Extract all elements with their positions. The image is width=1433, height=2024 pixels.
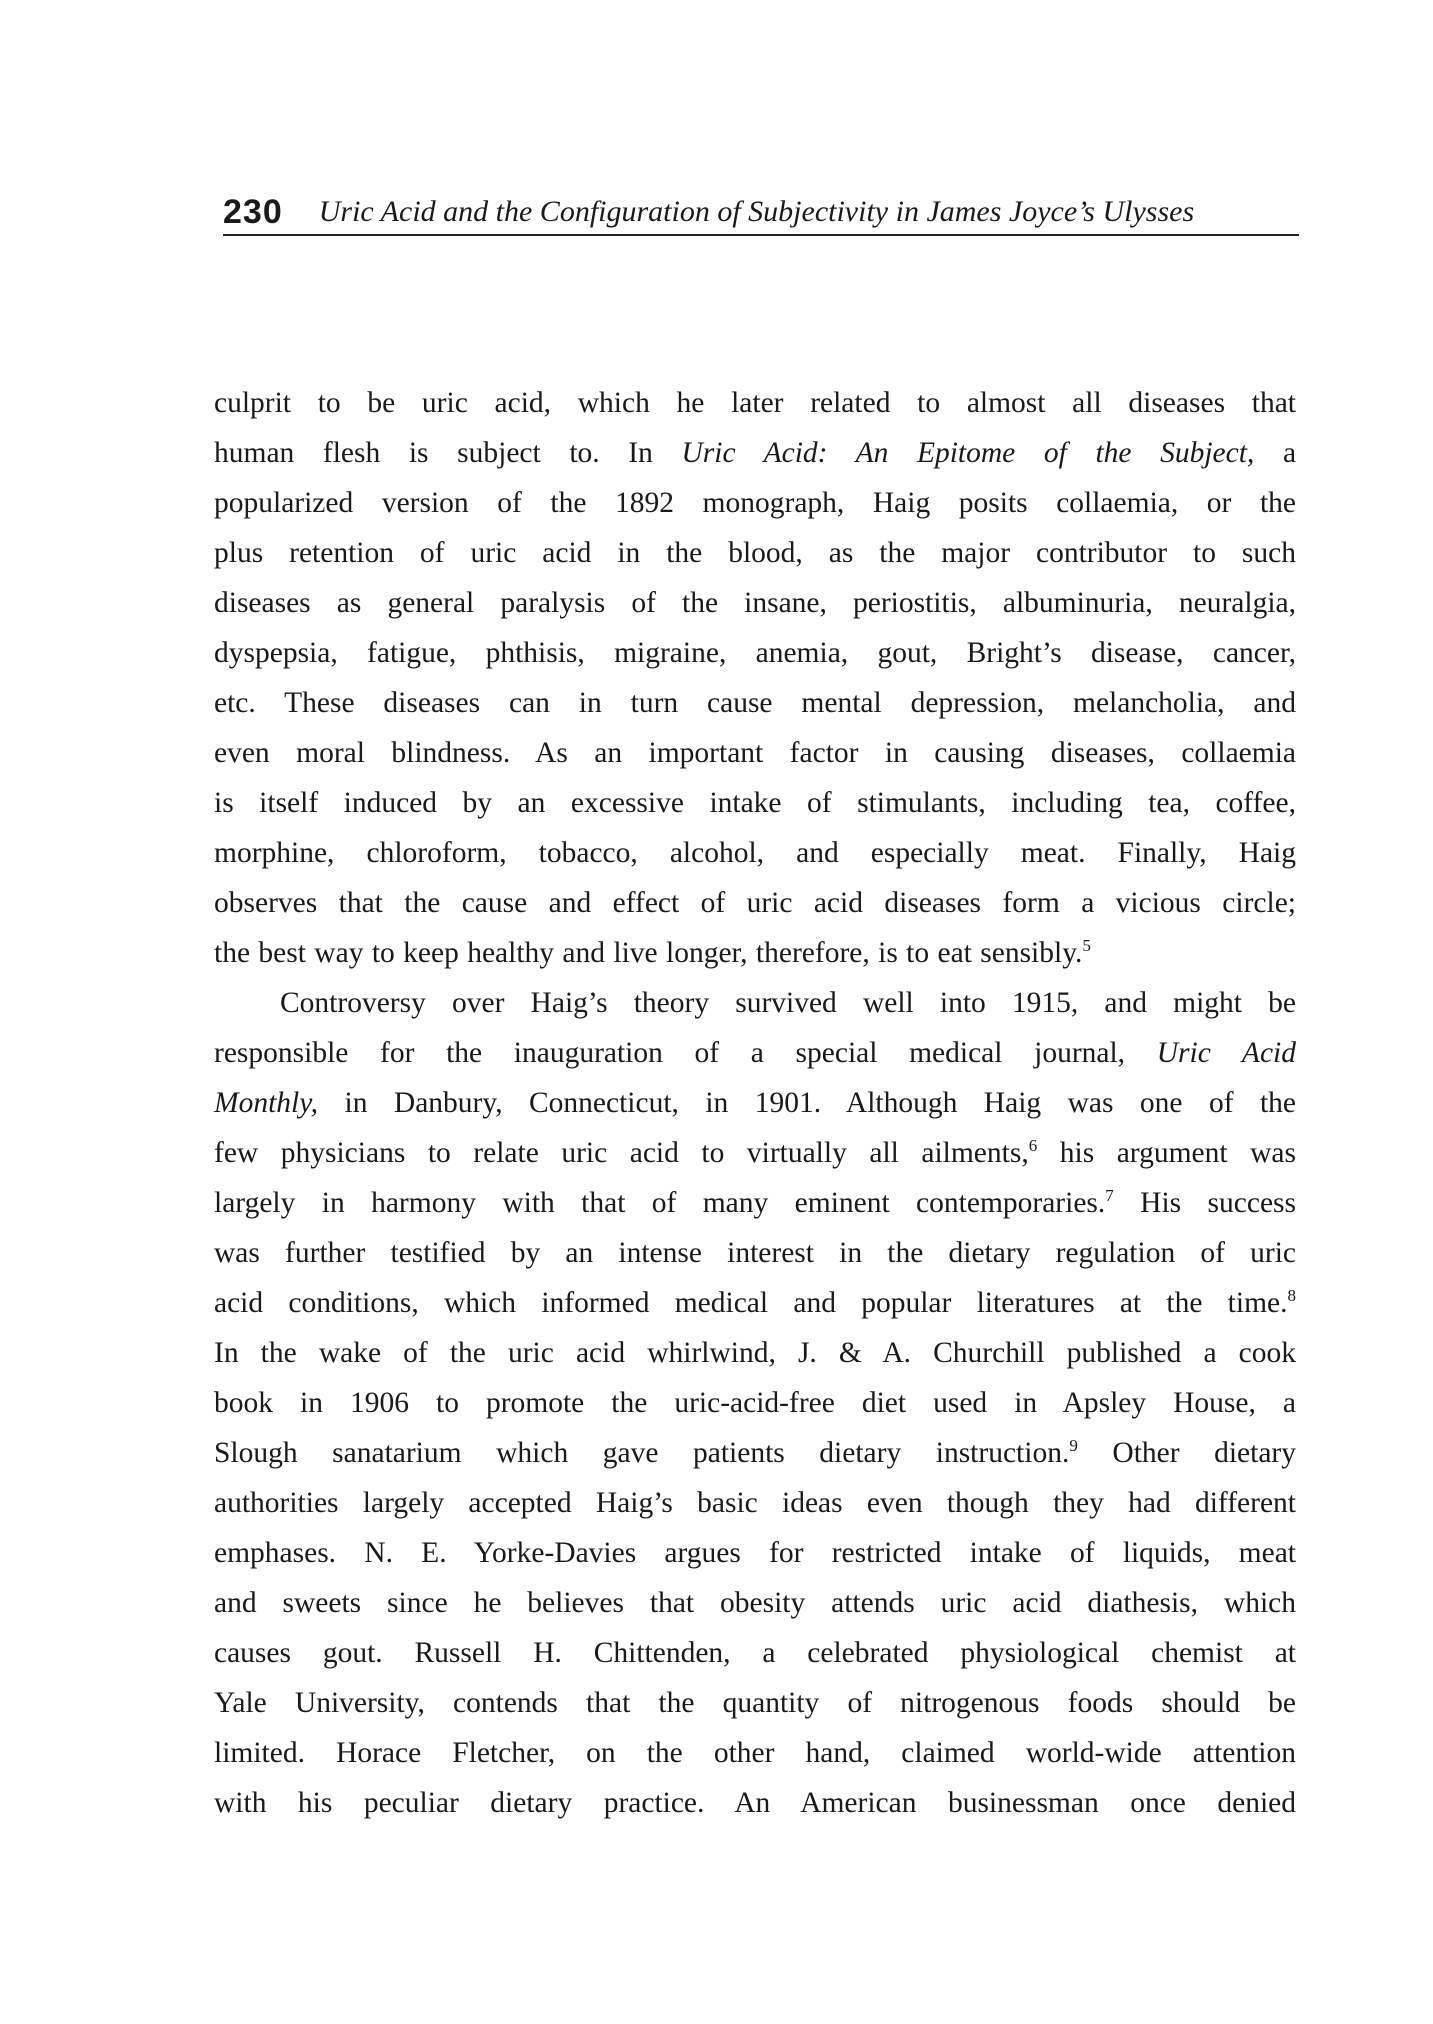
text-line: causes gout. Russell H. Chittenden, a celebrated physiological chemist at: [214, 1637, 1296, 1669]
text-line: Monthly, in Danbury, Connecticut, in 1901. Although Haig was one of the: [214, 1087, 1296, 1119]
page-number: 230: [223, 193, 283, 231]
text-line: In the wake of the uric acid whirlwind, J. & A. Churchill published a cook: [214, 1337, 1296, 1369]
text-line: with his peculiar dietary practice. An American businessman once denied: [214, 1787, 1296, 1819]
text-line: plus retention of uric acid in the blood, as the major contributor to such: [214, 537, 1296, 569]
journal-title: Uric Acid: [1156, 1037, 1296, 1069]
journal-title: Monthly,: [214, 1087, 319, 1119]
text-line: responsible for the inauguration of a special medical journal, Uric Acid: [214, 1037, 1296, 1069]
text-line: Controversy over Haig’s theory survived well into 1915, and might be: [280, 987, 1296, 1019]
text-line: authorities largely accepted Haig’s basic ideas even though they had different: [214, 1487, 1296, 1519]
text-line: and sweets since he believes that obesity attends uric acid diathesis, which: [214, 1587, 1296, 1619]
text-line: book in 1906 to promote the uric-acid-free diet used in Apsley House, a: [214, 1387, 1296, 1419]
text-line: was further testified by an intense interest in the dietary regulation of uric: [214, 1237, 1296, 1269]
text-line: few physicians to relate uric acid to virtually all ailments,$^6$ his argument was: [214, 1136, 1296, 1169]
book-title: Uric Acid: An Epitome of the Subject,: [681, 437, 1255, 469]
body-text: [214, 378, 1296, 1828]
text-line: dyspepsia, fatigue, phthisis, migraine, anemia, gout, Bright’s disease, cancer,: [214, 637, 1296, 669]
running-title: Uric Acid and the Configuration of Subjectivity in James Joyce’s Ulysses: [318, 195, 1195, 228]
text-line: human flesh is subject to. In Uric Acid: An Epitome of the Subject, a: [214, 437, 1297, 469]
paragraph-2: [214, 978, 1296, 1828]
text-line: popularized version of the 1892 monograph, Haig posits collaemia, or the: [214, 487, 1296, 519]
paragraph-1: [214, 378, 1296, 978]
footnote-marker: 5: [1082, 936, 1091, 956]
footnote-marker: 6: [1028, 1136, 1038, 1156]
text-line: limited. Horace Fletcher, on the other hand, claimed world-wide attention: [214, 1737, 1296, 1769]
text-line: morphine, chloroform, tobacco, alcohol, and especially meat. Finally, Haig: [214, 837, 1296, 869]
text-line: Yale University, contends that the quantity of nitrogenous foods should be: [214, 1687, 1296, 1719]
text-line: acid conditions, which informed medical and popular literatures at the time.$^8$: [214, 1286, 1296, 1319]
text-line: Slough sanatarium which gave patients dietary instruction.$^9$ Other dietary: [214, 1436, 1297, 1469]
text-line: etc. These diseases can in turn cause mental depression, melancholia, and: [214, 687, 1296, 719]
text-line: diseases as general paralysis of the insane, periostitis, albuminuria, neuralgia,: [214, 587, 1296, 619]
text-line: even moral blindness. As an important factor in causing diseases, collaemia: [214, 737, 1296, 769]
text-line: is itself induced by an excessive intake of stimulants, including tea, coffee,: [214, 787, 1296, 819]
footnote-marker: 9: [1069, 1436, 1078, 1456]
text-line: observes that the cause and effect of uric acid diseases form a vicious circle;: [214, 887, 1296, 919]
footnote-marker: 8: [1287, 1286, 1296, 1306]
text-line: culprit to be uric acid, which he later related to almost all diseases that: [214, 387, 1296, 419]
text-line: largely in harmony with that of many eminent contemporaries.$^7$ His success: [214, 1186, 1297, 1219]
footnote-marker: 7: [1105, 1186, 1114, 1206]
text-line: the best way to keep healthy and live longer, therefore, is to eat sensibly.$^5$: [214, 936, 1091, 969]
text-line: emphases. N. E. Yorke-Davies argues for restricted intake of liquids, meat: [214, 1537, 1296, 1569]
running-header: [223, 190, 1299, 236]
